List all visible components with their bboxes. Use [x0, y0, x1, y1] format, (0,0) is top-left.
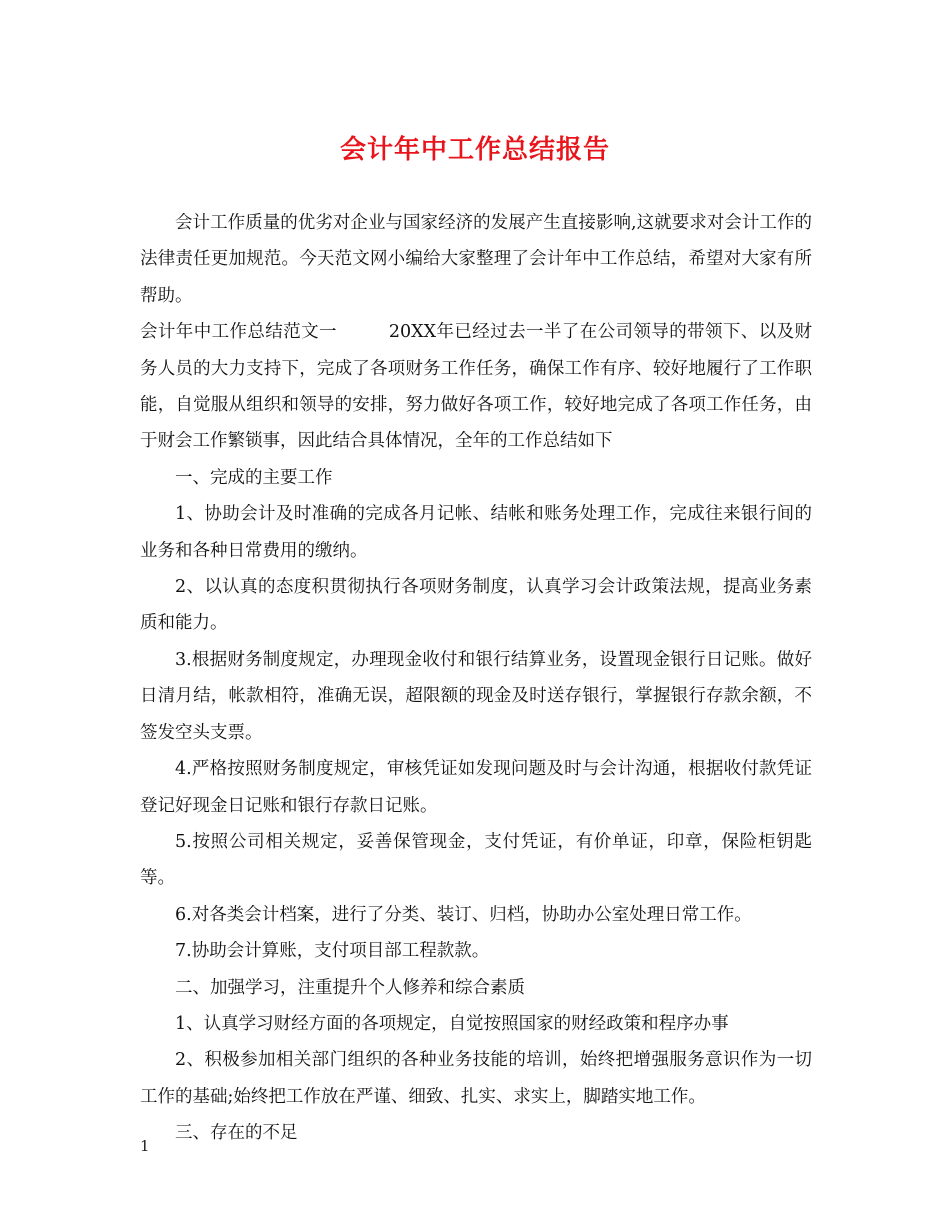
section1-item: 2、以认真的态度积贯彻执行各项财务制度，认真学习会计政策法规，提高业务素质和能力。	[140, 577, 812, 634]
section2-item: 1、认真学习财经方面的各项规定，自觉按照国家的财经政策和程序办事	[175, 1013, 729, 1034]
sample-text: 20XX年已经过去一半了在公司领导的带领下、以及财务人员的大力支持下，完成了各项财务工作任务，确保工作有序、较好地履行了工作职能，自觉服从组织和领导的安排，努力做好各项工作，较好地完成了各项工作任务，由于财会工作繁锁事，因此结合具体情况，全年的工作总结如下	[140, 322, 812, 452]
document-title: 会计年中工作总结报告	[339, 135, 610, 165]
section-heading-1: 一、完成的主要工作	[175, 467, 333, 488]
section-heading-2: 二、加强学习，注重提升个人修养和综合素质	[175, 977, 525, 998]
sample-paragraph	[140, 314, 812, 460]
section2-item: 2、积极参加相关部门组织的各种业务技能的培训，始终把增强服务意识作为一切工作的基础;始终把工作放在严谨、细致、扎实、求实上，脚踏实地工作。	[140, 1050, 812, 1107]
sample-label: 会计年中工作总结范文一	[140, 322, 337, 343]
page-number: 1	[140, 1137, 150, 1155]
section1-item: 3.根据财务制度规定，办理现金收付和银行结算业务，设置现金银行日记账。做好日清月结，帐款相符，准确无误，超限额的现金及时送存银行，掌握银行存款余额，不签发空头支票。	[140, 649, 812, 743]
intro-paragraph: 会计工作质量的优劣对企业与国家经济的发展产生直接影响,这就要求对会计工作的法律责任更加规范。今天范文网小编给大家整理了会计年中工作总结，希望对大家有所帮助。	[140, 213, 812, 306]
section1-item: 7.协助会计算账，支付项目部工程款款。	[175, 941, 490, 962]
section1-item: 6.对各类会计档案，进行了分类、装订、归档，协助办公室处理日常工作。	[175, 904, 752, 925]
section1-item: 4.严格按照财务制度规定，审核凭证如发现问题及时与会计沟通，根据收付款凭证登记好现金日记账和银行存款日记账。	[140, 759, 812, 816]
section1-item: 1、协助会计及时准确的完成各月记帐、结帐和账务处理工作，完成往来银行间的业务和各种日常费用的缴纳。	[140, 504, 812, 561]
document-body	[140, 205, 812, 1152]
section-heading-3: 三、存在的不足	[175, 1123, 298, 1144]
section1-item: 5.按照公司相关规定，妥善保管现金，支付凭证，有价单证，印章，保险柜钥匙等。	[140, 831, 812, 889]
